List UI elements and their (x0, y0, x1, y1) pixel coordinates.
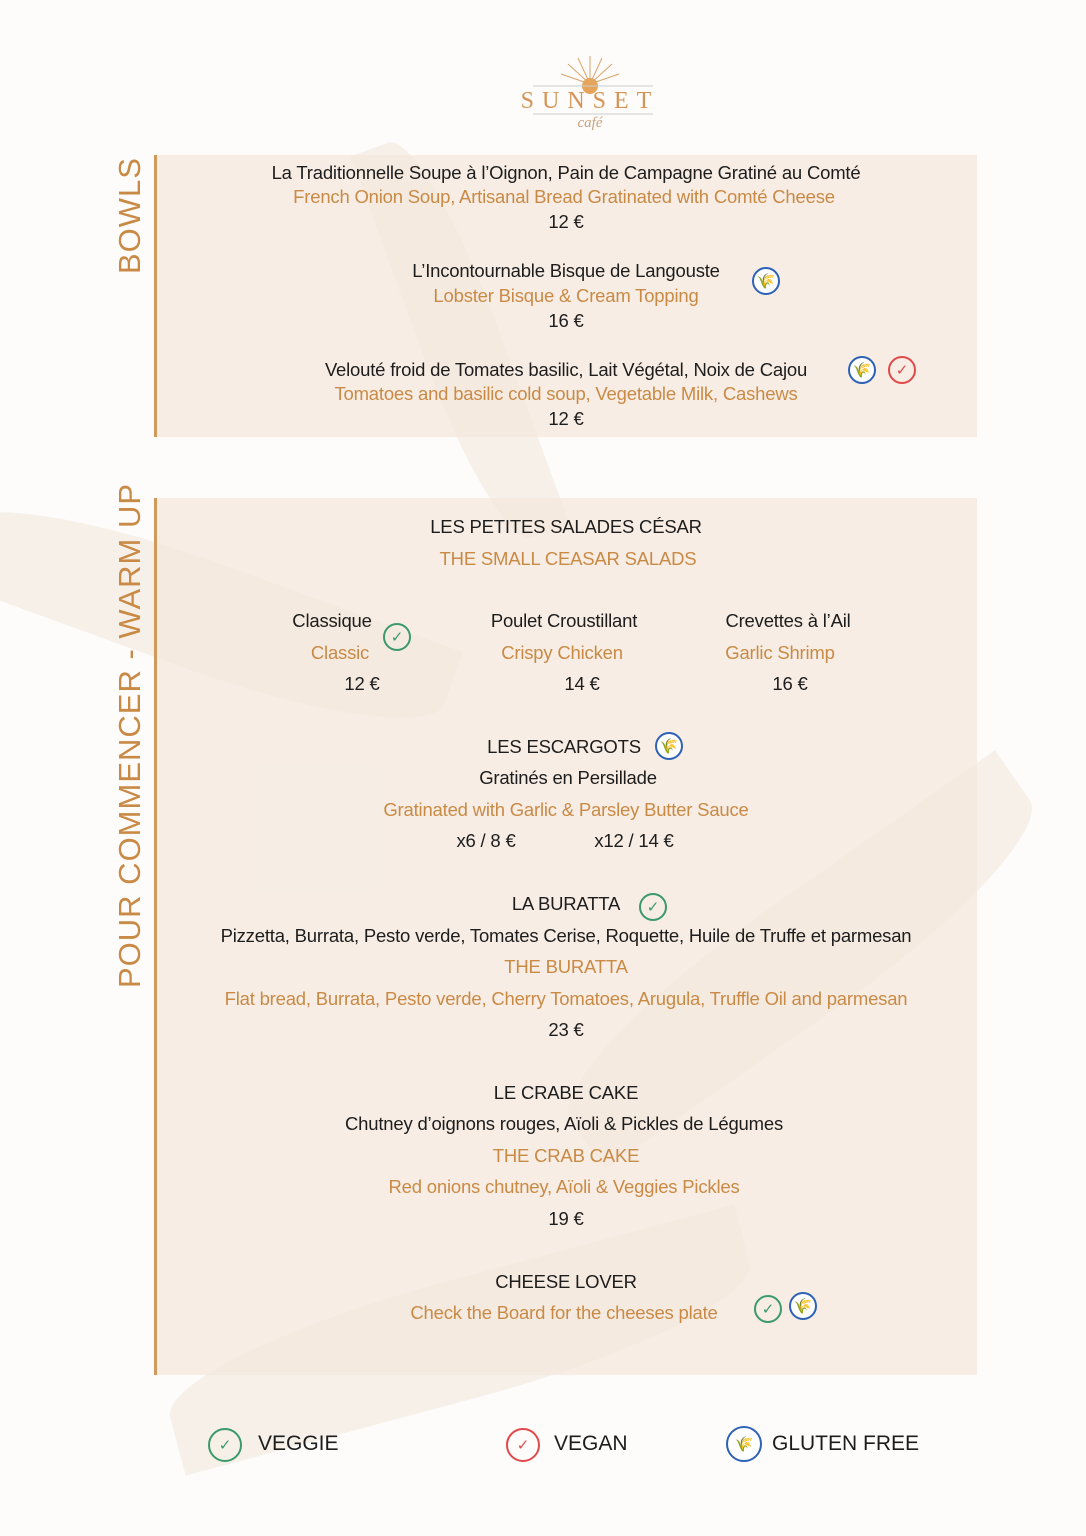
veggie-icon: ✓ (383, 623, 411, 651)
legend-vegan: VEGAN (554, 1432, 628, 1455)
crab-fr: Chutney d’oignons rouges, Aïoli & Pickles de Légumes (345, 1113, 783, 1134)
salad-en: Classic (310, 642, 370, 663)
legend-veggie: VEGGIE (258, 1432, 339, 1455)
item-en: Tomatoes and basilic cold soup, Vegetable Milk, Cashews (334, 383, 798, 404)
item-en: Lobster Bisque & Cream Topping (433, 285, 699, 306)
buratta-title: LA BURATTA (511, 893, 621, 914)
salad-fr: Poulet Croustillant (490, 610, 638, 631)
legend-gluten-free: GLUTEN FREE (772, 1432, 920, 1455)
item-en: French Onion Soup, Artisanal Bread Gratinated with Comté Cheese (293, 186, 835, 207)
escargots-price-12: x12 / 14 € (594, 830, 674, 851)
escargots-title: LES ESCARGOTS (487, 736, 641, 757)
salad-fr: Classique (292, 610, 372, 631)
vegan-icon: ✓ (506, 1428, 540, 1462)
salad-fr: Crevettes à l’Ail (725, 610, 851, 631)
svg-text:SUNSET: SUNSET (520, 88, 660, 114)
item-fr: L’Incontournable Bisque de Langouste (412, 260, 720, 281)
buratta-fr: Pizzetta, Burrata, Pesto verde, Tomates Cerise, Roquette, Huile de Truffe et parmesan (220, 925, 912, 946)
escargots-fr: Gratinés en Persillade (479, 767, 657, 788)
crab-en: Red onions chutney, Aïoli & Veggies Pickles (388, 1176, 740, 1197)
item-price: 16 € (548, 310, 584, 331)
gluten-free-icon: 🌾 (752, 267, 780, 295)
section-divider (154, 155, 157, 437)
crab-en-title: THE CRAB CAKE (492, 1145, 640, 1166)
item-price: 12 € (548, 408, 584, 429)
crab-price: 19 € (548, 1208, 584, 1229)
gluten-free-icon: 🌾 (789, 1292, 817, 1320)
escargots-en: Gratinated with Garlic & Parsley Butter Sauce (383, 799, 749, 820)
cheese-title: CHEESE LOVER (495, 1271, 637, 1292)
salad-price: 16 € (772, 673, 808, 694)
veggie-icon: ✓ (208, 1428, 242, 1462)
gluten-free-icon: 🌾 (726, 1426, 762, 1462)
salad-en: Crispy Chicken (501, 642, 623, 663)
item-fr: La Traditionnelle Soupe à l’Oignon, Pain de Campagne Gratiné au Comté (271, 162, 861, 183)
item-fr: Velouté froid de Tomates basilic, Lait Végétal, Noix de Cajou (324, 359, 808, 380)
buratta-price: 23 € (548, 1019, 584, 1040)
gluten-free-icon: 🌾 (655, 732, 683, 760)
cheese-en: Check the Board for the cheeses plate (410, 1302, 718, 1323)
svg-text:café: café (577, 115, 603, 131)
item-price: 12 € (548, 211, 584, 232)
buratta-en: Flat bread, Burrata, Pesto verde, Cherry Tomatoes, Arugula, Truffle Oil and parmesan (224, 988, 908, 1009)
section-divider (154, 498, 157, 1375)
salad-price: 12 € (344, 673, 380, 694)
gluten-free-icon: 🌾 (848, 356, 876, 384)
salad-price: 14 € (564, 673, 600, 694)
veggie-icon: ✓ (754, 1295, 782, 1323)
section-title-bowls: BOWLS (112, 157, 147, 274)
crab-title: LE CRABE CAKE (493, 1082, 639, 1103)
logo (518, 52, 663, 132)
veggie-icon: ✓ (639, 893, 667, 921)
escargots-price-6: x6 / 8 € (456, 830, 516, 851)
buratta-en-title: THE BURATTA (504, 956, 628, 977)
vegan-icon: ✓ (888, 356, 916, 384)
salads-title: LES PETITES SALADES CÉSAR (430, 516, 702, 537)
salad-en: Garlic Shrimp (725, 642, 835, 663)
salads-title-en: THE SMALL CEASAR SALADS (439, 548, 697, 569)
section-title-warmup: POUR COMMENCER - WARM UP (112, 482, 147, 988)
